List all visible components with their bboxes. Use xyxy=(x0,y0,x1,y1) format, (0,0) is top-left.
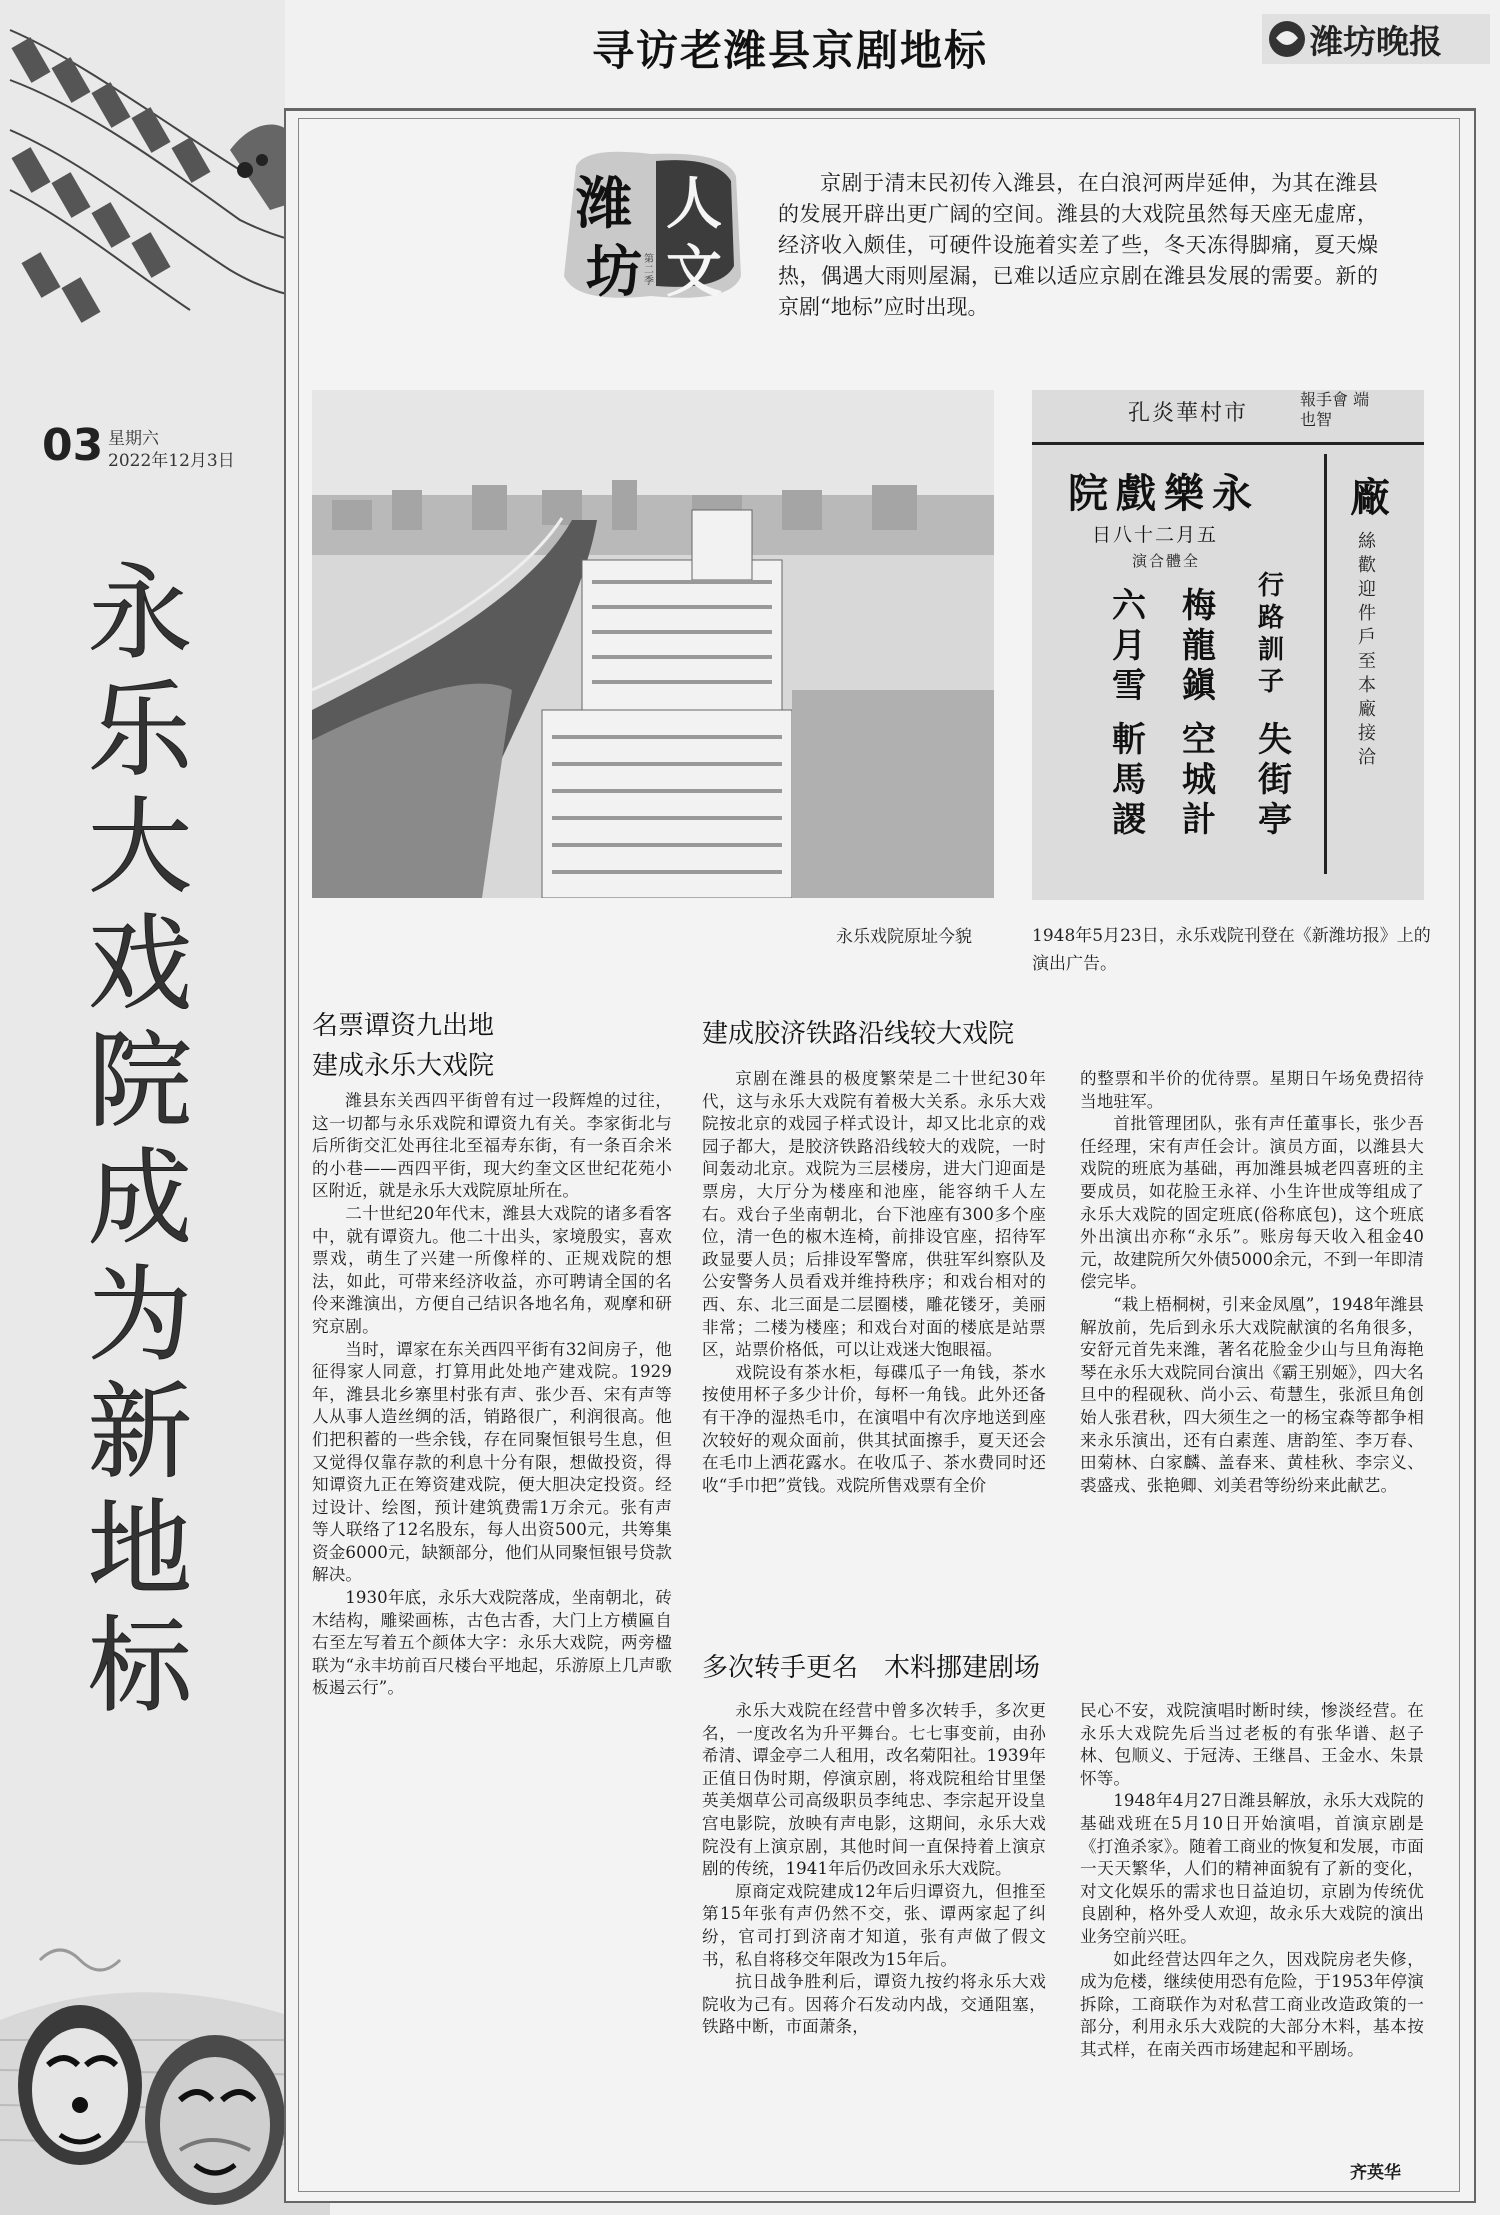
author-byline: 齐英华 xyxy=(1350,2163,1401,2183)
section-2-body-continued xyxy=(1080,1068,1424,1497)
ad-play-6: 失街亭 xyxy=(1258,720,1292,840)
section-2-body xyxy=(702,1068,1046,1497)
ad-play-3: 梅龍鎭 xyxy=(1182,586,1216,706)
section-3-heading: 多次转手更名 木料挪建剧场 xyxy=(702,1653,1041,1683)
section-2-heading: 建成胶济铁路沿线较大戏院 xyxy=(702,1019,1015,1049)
brand-name: 潍坊晚报 xyxy=(1310,22,1442,61)
ad-theater-name: 院戲樂永 xyxy=(1068,470,1260,517)
logo-char-3: 人 xyxy=(666,171,722,237)
ad-rule xyxy=(1032,442,1424,445)
section-1-paragraph: 二十世纪20年代末，潍县大戏院的诸多看客中，就有谭资九。他二十出头，家境殷实，喜欢票戏，萌生了兴建一所像样的、正规戏院的想法，如此，可带来经济收益，亦可聘请全国的名伶来潍演出，方便自己结识各地名角，观摩和研究京剧。 xyxy=(312,1203,672,1336)
logo-season: 第二季 xyxy=(644,254,654,287)
section-1-paragraph: 当时，谭家在东关西四平街有32间房子，他征得家人同意，打算用此处地产建戏院。1929年，潍县北乡寨里村张有声、张少吾、宋有声等人从事人造丝绸的活，销路很广，利润很高。他们把积蓄的一些余钱，存在同聚恒银号生息，但又觉得仅靠存款的利息十分有限，想做投资，得知谭资九正在筹资建戏院，便大胆决定投资。经过设计、绘图，预计建筑费需1万余元。张有声等人联络了12名股东，每人出资500元，共筹集资金6000元，缺额部分，他们从同聚恒银号贷款解决。 xyxy=(312,1339,672,1585)
section-2-continuation: 的整票和半价的优待票。星期日午场免费招待当地驻军。 xyxy=(1080,1069,1424,1111)
section-2-continuation: “栽上梧桐树，引来金凤凰”，1948年潍县解放前，先后到永乐大戏院献演的名角很多，安舒元首先来潍，著名花脸金少山与旦角海艳琴在永乐大戏院同台演出《霸王别姬》，四大名旦中的程砚秋、尚小云、荀慧生，张派旦角创始人张君秋，四大须生之一的杨宝森等都争相来永乐演出，还有白素莲、唐韵笙、李万春、田菊林、白家麟、盖春来、黄桂秋、李宗义、裘盛戎、张艳卿、刘美君等纷纷来此献艺。 xyxy=(1080,1294,1424,1495)
column-logo xyxy=(556,146,746,306)
ad-date-line: 日八十二月五 xyxy=(1092,524,1219,546)
ad-divider xyxy=(1324,454,1327,874)
page-banner-title: 寻访老潍县京剧地标 xyxy=(591,26,988,75)
ad-play-2: 斬馬謖 xyxy=(1112,720,1146,840)
ad-play-5: 行路訓子 xyxy=(1258,571,1285,697)
page-number: 03 xyxy=(42,420,104,471)
section-1-paragraph: 1930年底，永乐大戏院落成，坐南朝北，砖木结构，雕梁画栋，古色古香，大门上方横匾自右至左写着五个颜体大字：永乐大戏院，两旁楹联为“永丰坊前百尺楼台平地起，乐游原上几声歌板遏云行”。 xyxy=(312,1588,672,1698)
section-3-body xyxy=(702,1700,1046,2039)
intro-text: 京剧于清末民初传入潍县，在白浪河两岸延伸，为其在潍县的发展开辟出更广阔的空间。潍县的大戏院虽然每天座无虚席，经济收入颇佳，可硬件设施着实差了些，冬天冻得脚痛，夏天燥热，偶遇大雨则屋漏，已难以适应京剧在潍县发展的需要。新的京剧“地标”应时出现。 xyxy=(778,171,1378,319)
section-1-heading-line-1: 名票谭资九出地 xyxy=(312,1011,495,1041)
logo-char-1: 潍 xyxy=(576,171,632,237)
ad-side-char: 廠 xyxy=(1350,474,1390,521)
photo-site-today xyxy=(312,390,994,898)
intro-paragraph xyxy=(778,168,1378,323)
section-2-paragraph: 戏院设有茶水柜，每碟瓜子一角钱，茶水按使用杯子多少计价，每杯一角钱。此外还备有干净的湿热毛巾，在演唱中有次序地送到座次较好的观众面前，供其拭面擦手，夏天还会在毛巾上洒花露水。在收瓜子、茶水费同时还收“手巾把”赏钱。戏院所售戏票有全价 xyxy=(702,1362,1046,1495)
ad-show-label: 演合體全 xyxy=(1132,552,1201,570)
ad-play-1: 六月雪 xyxy=(1112,586,1146,706)
section-3-continuation: 如此经营达四年之久，因戏院房老失修，成为危楼，继续使用恐有危险，于1953年停演拆除，工商联作为对私营工商业改造政策的一部分，利用永乐大戏院的大部分木料，基本按其式样，在南关西市场建起和平剧场。 xyxy=(1080,1949,1424,2059)
section-1-heading-line-2: 建成永乐大戏院 xyxy=(312,1051,495,1081)
section-3-continuation: 民心不安，戏院演唱时断时续，惨淡经营。在永乐大戏院先后当过老板的有张华谱、赵子林、包顺义、于冠涛、王继昌、王金水、朱景怀等。 xyxy=(1080,1701,1424,1788)
section-1-body xyxy=(312,1090,672,1700)
section-2-continuation: 首批管理团队，张有声任董事长，张少吾任经理，宋有声任会计。演员方面，以潍县大戏院的班底为基础，再加潍县城老四喜班的主要成员，如花脸王永祥、小生许世成等组成了永乐大戏院的固定班底(俗称底包)，这个班底外出演出亦称“永乐”。账房每天收入租金40元，故建院所欠外债5000余元，不到一年即清偿完毕。 xyxy=(1080,1114,1424,1292)
ad-top-right: 報手會 端也智 xyxy=(1300,390,1370,429)
section-3-paragraph: 原商定戏院建成12年后归谭资九，但推至第15年张有声仍然不交，张、谭两家起了纠纷，官司打到济南才知道，张有声做了假文书，私自将移交年限改为15年后。 xyxy=(702,1881,1046,1969)
section-3-continuation: 1948年4月27日潍县解放，永乐大戏院的基础戏班在5月10日开始演唱，首演京剧是《打渔杀家》。随着工商业的恢复和发展，市面一天天繁华，人们的精神面貌有了新的变化，对文化娱乐的需求也日益迫切，京剧为传统优良剧种，格外受人欢迎，故永乐大戏院的演出业务空前兴旺。 xyxy=(1080,1791,1424,1946)
vertical-headline: 永乐大戏院成为新地标 xyxy=(87,552,192,1727)
issue-weekday: 星期六 xyxy=(108,429,159,449)
section-3-body-continued xyxy=(1080,1700,1424,2062)
ad-top-line: 孔炎華村市 xyxy=(1128,401,1249,426)
section-2-paragraph: 京剧在潍县的极度繁荣是二十世纪30年代，这与永乐大戏院有着极大关系。永乐大戏院按北京的戏园子样式设计，却又比北京的戏园子都大，是胶济铁路沿线较大的戏院，一时间轰动北京。戏院为三层楼房，进大门迎面是票房，大厅分为楼座和池座，能容纳千人左右。戏台子坐南朝北，台下池座有300多个座位，清一色的椒木连椅，前排设官座，招待军政显要人员；后排设军警席，供驻军纠察队及公安警务人员看戏并维持秩序；和戏台相对的西、东、北三面是二层圈楼，雕花镂牙，美丽非常；二楼为楼座；和戏台对面的楼底是站票区，站票价格低，可以让戏迷大饱眼福。 xyxy=(702,1069,1046,1360)
logo-char-4: 文 xyxy=(666,239,722,305)
photo-caption-1: 永乐戏院原址今貌 xyxy=(836,927,972,947)
section-3-paragraph: 抗日战争胜利后，谭资九按约将永乐大戏院收为己有。因蒋介石发动内战，交通阻塞，铁路中断，市面萧条， xyxy=(702,1972,1046,2037)
opera-masks-illustration xyxy=(0,1900,330,2215)
photo-caption-2: 1948年5月23日，永乐戏院刊登在《新潍坊报》上的演出广告。 xyxy=(1032,926,1431,974)
section-3-paragraph: 永乐大戏院在经营中曾多次转手，多次更名，一度改名为升平舞台。七七事变前，由孙希清、谭金亭二人租用，改名菊阳社。1939年正值日伪时期，停演京剧，将戏院租给甘里堡英美烟草公司高级职员李纯忠、李宗起开设皇宫电影院，放映有声电影，这期间，永乐大戏院没有上演京剧，其他时间一直保持着上演京剧的传统，1941年后仍改回永乐大戏院。 xyxy=(702,1701,1046,1879)
section-1-paragraph: 潍县东关西四平街曾有过一段辉煌的过往，这一切都与永乐戏院和谭资九有关。李家街北与后所街交汇处再往北至福寿东街，有一条百余米的小巷——西四平街，现大约奎文区世纪花苑小区附近，就是永乐大戏院原址所在。 xyxy=(312,1091,672,1201)
issue-date: 2022年12月3日 xyxy=(108,451,235,471)
logo-char-2: 坊 xyxy=(586,239,642,305)
photo-newspaper-ad xyxy=(1032,390,1424,900)
ad-play-4: 空城計 xyxy=(1182,720,1216,840)
ad-side-text: 絲 歡 迎 件 戶 至 本 廠 接 洽 xyxy=(1358,531,1376,768)
